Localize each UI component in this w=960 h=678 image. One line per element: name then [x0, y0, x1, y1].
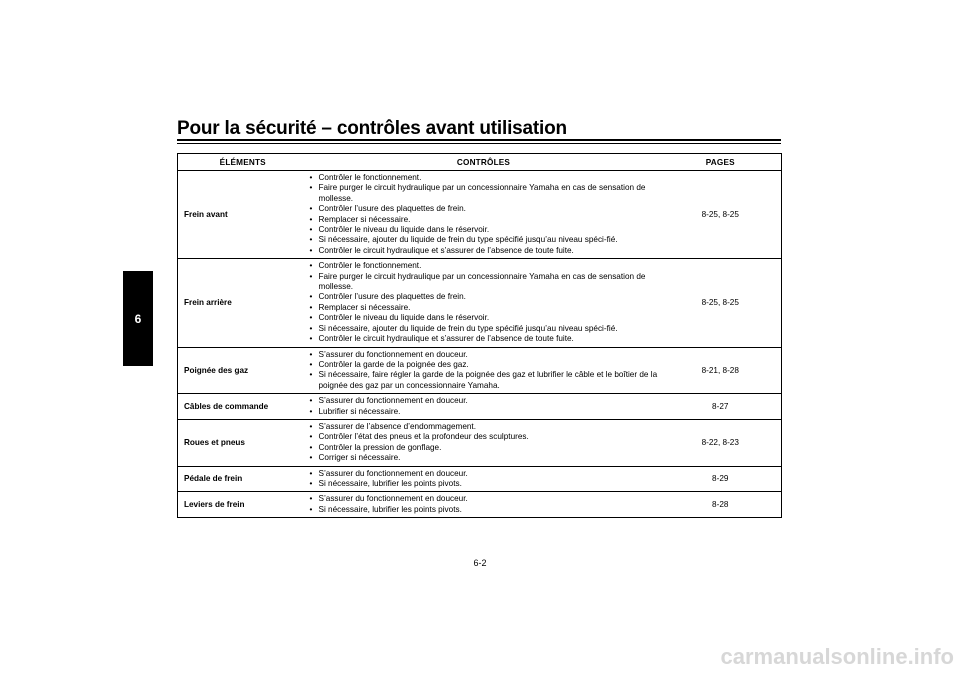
row-pages: 8-21, 8-28 [660, 347, 782, 394]
row-pages: 8-22, 8-23 [660, 419, 782, 466]
table-row [178, 347, 782, 394]
table-row [178, 492, 782, 518]
check-list [310, 396, 658, 417]
row-element: Poignée des gaz [178, 347, 308, 394]
check-item: • Lubrifier si nécessaire. [310, 407, 658, 417]
check-item: • Si nécessaire, ajouter du liquide de frein du type spécifié jusqu’au niveau spéci-fié. [310, 235, 658, 245]
row-element: Roues et pneus [178, 419, 308, 466]
check-item: • Faire purger le circuit hydraulique par un concessionnaire Yamaha en cas de sensation de mollesse. [310, 183, 658, 204]
row-checks [308, 419, 660, 466]
check-list [310, 261, 658, 344]
table-row [178, 394, 782, 420]
check-item: • Contrôler la pression de gonflage. [310, 443, 658, 453]
page-title: Pour la sécurité – contrôles avant utilisation [177, 118, 567, 139]
check-item: • Contrôler le circuit hydraulique et s’assurer de l’absence de toute fuite. [310, 334, 658, 344]
check-item: • Contrôler le niveau du liquide dans le réservoir. [310, 225, 658, 235]
header-controls: CONTRÔLES [308, 154, 660, 171]
row-checks [308, 466, 660, 492]
check-item: • Faire purger le circuit hydraulique par un concessionnaire Yamaha en cas de sensation de mollesse. [310, 272, 658, 293]
table-header-row [178, 154, 782, 171]
row-pages: 8-28 [660, 492, 782, 518]
table-row [178, 419, 782, 466]
chapter-tab: 6 [123, 271, 153, 366]
check-item: • Si nécessaire, ajouter du liquide de frein du type spécifié jusqu’au niveau spéci-fié. [310, 324, 658, 334]
check-item: • Contrôler le circuit hydraulique et s’assurer de l’absence de toute fuite. [310, 246, 658, 256]
row-pages: 8-29 [660, 466, 782, 492]
row-checks [308, 394, 660, 420]
row-element: Pédale de frein [178, 466, 308, 492]
check-item: • Contrôler le niveau du liquide dans le réservoir. [310, 313, 658, 323]
check-item: • Corriger si nécessaire. [310, 453, 658, 463]
check-item: • Si nécessaire, lubrifier les points pivots. [310, 479, 658, 489]
check-item: • Contrôler l’état des pneus et la profondeur des sculptures. [310, 432, 658, 442]
check-item: • S’assurer du fonctionnement en douceur. [310, 469, 658, 479]
table-row [178, 171, 782, 259]
check-item: • S’assurer du fonctionnement en douceur. [310, 396, 658, 406]
check-list [310, 350, 658, 392]
checks-table [177, 153, 782, 518]
watermark: carmanualsonline.info [720, 644, 954, 669]
check-item: • Contrôler l’usure des plaquettes de frein. [310, 204, 658, 214]
row-checks [308, 347, 660, 394]
row-pages: 8-25, 8-25 [660, 259, 782, 347]
table-row [178, 466, 782, 492]
table-row [178, 259, 782, 347]
check-item: • Contrôler le fonctionnement. [310, 173, 658, 183]
check-item: • Contrôler l’usure des plaquettes de frein. [310, 292, 658, 302]
check-item: • Remplacer si nécessaire. [310, 215, 658, 225]
table-body [178, 171, 782, 518]
row-pages: 8-25, 8-25 [660, 171, 782, 259]
check-list [310, 469, 658, 490]
row-element: Leviers de frein [178, 492, 308, 518]
row-checks [308, 492, 660, 518]
row-checks [308, 259, 660, 347]
check-item: • S’assurer de l’absence d’endommagement. [310, 422, 658, 432]
row-checks [308, 171, 660, 259]
title-rule [177, 139, 781, 144]
check-list [310, 173, 658, 256]
row-pages: 8-27 [660, 394, 782, 420]
check-item: • Remplacer si nécessaire. [310, 303, 658, 313]
check-item: • Si nécessaire, lubrifier les points pivots. [310, 505, 658, 515]
check-item: • Si nécessaire, faire régler la garde de la poignée des gaz et lubrifier le câble et le boîtier de la poignée des gaz par un concessionnaire Yamaha. [310, 370, 658, 391]
header-elements: ÉLÉMENTS [178, 154, 308, 171]
check-item: • Contrôler le fonctionnement. [310, 261, 658, 271]
header-pages: PAGES [660, 154, 782, 171]
row-element: Frein avant [178, 171, 308, 259]
check-list [310, 494, 658, 515]
check-item: • S’assurer du fonctionnement en douceur. [310, 350, 658, 360]
row-element: Câbles de commande [178, 394, 308, 420]
check-item: • S’assurer du fonctionnement en douceur. [310, 494, 658, 504]
check-list [310, 422, 658, 464]
page-number: 6-2 [473, 558, 487, 568]
row-element: Frein arrière [178, 259, 308, 347]
check-item: • Contrôler la garde de la poignée des gaz. [310, 360, 658, 370]
